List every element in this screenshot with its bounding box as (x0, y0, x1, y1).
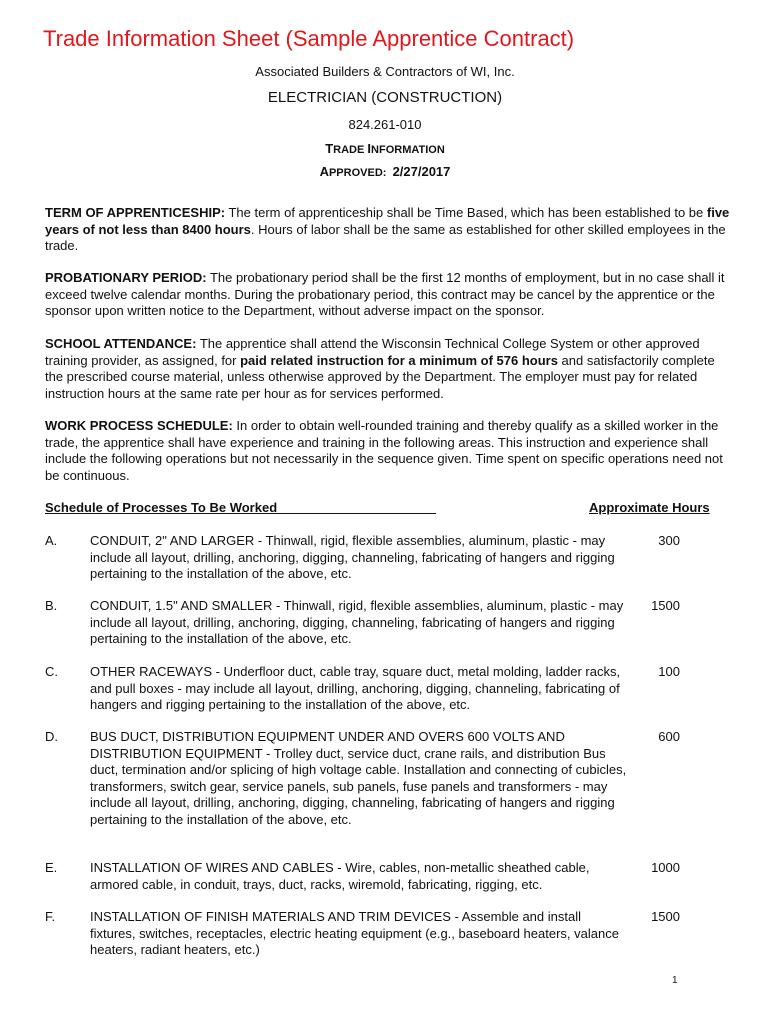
trade-information-heading: TRADE INFORMATION (325, 141, 445, 156)
approximate-hours-header: Approximate Hours (589, 500, 710, 515)
probationary-period: PROBATIONARY PERIOD: The probationary period shall be the first 12 months of employment, but in no case shall it exceed twelve calendar months. During the probationary period, this contract may be cancel by the apprentice or the sponsor upon written notice to the Department, without adverse impact on the sponsor. (45, 270, 725, 318)
schedule-processes-header: Schedule of Processes To Be Worked (45, 500, 437, 515)
term-label: TERM OF APPRENTICESHIP: (45, 205, 226, 220)
trade-code: 824.261-010 (348, 117, 422, 132)
item-description: CONDUIT, 2" AND LARGER - Thinwall, rigid, flexible assemblies, aluminum, plastic - may include all layout, drilling, anchoring, digging, channeling, fabricating of hangers and rigging pertaining to the installation of the above, etc. (90, 533, 615, 581)
approved-date: 2/27/2017 (392, 164, 451, 179)
item-hours: 100 (658, 664, 680, 679)
item-description: OTHER RACEWAYS - Underfloor duct, cable tray, square duct, metal molding, ladder racks, and pull boxes - may include all layout, drilling, anchoring, digging, channeling, fabricating of hangers and rigging pertaining to the installation of the above, etc. (90, 664, 621, 712)
trade-name: ELECTRICIAN (CONSTRUCTION) (267, 89, 503, 106)
item-hours: 1000 (651, 860, 680, 875)
school-attendance: SCHOOL ATTENDANCE: The apprentice shall attend the Wisconsin Technical College System or other approved training provider, as assigned, for paid related instruction for a minimum of 576 hours and satisfactorily complete the prescribed course material, unless otherwise approved by the Department. The employer must pay for related instruction hours at the same rate per hour as for services performed. (45, 336, 715, 401)
work-process-schedule: WORK PROCESS SCHEDULE: In order to obtain well-rounded training and thereby qualify as a skilled worker in the trade, the apprentice shall have experience and training in the following areas. This instruction and experience shall include the following operations but not necessarily in the sequence given. Time spent on specific operations need not be continuous. (45, 418, 723, 483)
item-hours: 600 (658, 729, 680, 744)
item-letter: B. (45, 598, 58, 613)
work-label: WORK PROCESS SCHEDULE: (45, 418, 233, 433)
item-hours: 1500 (651, 909, 680, 924)
item-description: INSTALLATION OF FINISH MATERIALS AND TRIM DEVICES - Assemble and install fixtures, switches, receptacles, electric heating equipment (e.g., baseboard heaters, valance heaters, radiant heaters, etc.) (90, 909, 619, 957)
item-letter: A. (45, 533, 58, 548)
item-letter: E. (45, 860, 58, 875)
item-letter: F. (45, 909, 56, 924)
approved-line: APPROVED: 2/27/2017 (319, 164, 451, 179)
page-number: 1 (672, 975, 678, 986)
item-hours: 300 (658, 533, 680, 548)
item-description: CONDUIT, 1.5" AND SMALLER - Thinwall, rigid, flexible assemblies, aluminum, plastic - may include all layout, drilling, anchoring, digging, channeling, fabricating of hangers and rigging pertaining to the installation of the above, etc. (90, 598, 624, 646)
school-label: SCHOOL ATTENDANCE: (45, 336, 197, 351)
item-letter: C. (45, 664, 58, 679)
item-description: INSTALLATION OF WIRES AND CABLES - Wire, cables, non-metallic sheathed cable, armored cable, in conduit, trays, duct, racks, wiremold, fabricating, rigging, etc. (90, 860, 590, 892)
term-of-apprenticeship: TERM OF APPRENTICESHIP: The term of apprenticeship shall be Time Based, which has been established to be five years of not less than 8400 hours. Hours of labor shall be the same as established for other skilled employees in the trade. (45, 205, 730, 253)
probation-label: PROBATIONARY PERIOD: (45, 270, 207, 285)
organization-name: Associated Builders & Contractors of WI, Inc. (255, 64, 515, 79)
item-hours: 1500 (651, 598, 680, 613)
item-description: BUS DUCT, DISTRIBUTION EQUIPMENT UNDER AND OVERS 600 VOLTS AND DISTRIBUTION EQUIPMENT - Trolley duct, service duct, crane rails, and distribution Bus duct, termination and/or splicing of high voltage cable. Installation and connecting of cubicles, transformers, switch gear, service panels, sub panels, fuse panels and transformers - may include all layout, drilling, anchoring, digging, channeling, fabricating of hangers and rigging pertaining to the installation of the above, etc. (90, 729, 627, 827)
page-title: Trade Information Sheet (Sample Apprentice Contract) (43, 26, 575, 51)
item-letter: D. (45, 729, 58, 744)
